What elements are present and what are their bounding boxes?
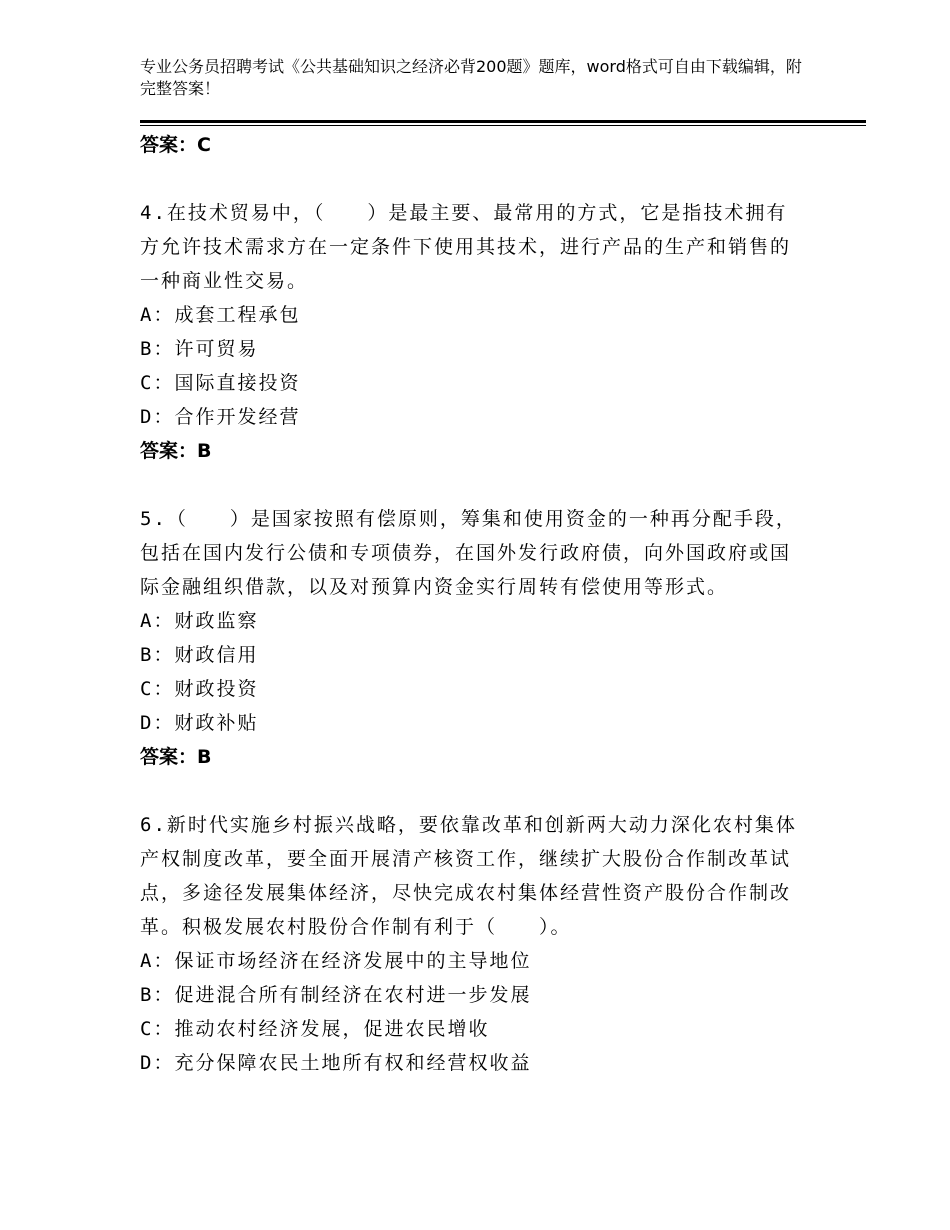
question-6-text: 6.新时代实施乡村振兴战略，要依靠改革和创新两大动力深化农村集体产权制度改革，要全面开展清产核资工作，继续扩大股份合作制改革试点，多途径发展集体经济，尽快完成农村集体经营性资产股份合作制改革。积极发展农村股份合作制有利于（ ）。 — [140, 814, 797, 938]
question-4-option-c: C：国际直接投资 — [140, 372, 301, 394]
question-5-option-b: B：财政信用 — [140, 644, 259, 666]
question-4-option-b: B：许可贸易 — [140, 338, 259, 360]
question-5 — [140, 502, 800, 774]
question-list — [140, 128, 800, 1080]
question-4 — [140, 196, 800, 468]
question-6-option-d: D：充分保障农民土地所有权和经营权收益 — [140, 1052, 532, 1074]
document-header: 专业公务员招聘考试《公共基础知识之经济必背200题》题库，word格式可自由下载编辑，附完整答案！ — [140, 57, 802, 98]
question-6 — [140, 808, 800, 1080]
question-5-text: 5.（ ）是国家按照有偿原则，筹集和使用资金的一种再分配手段，包括在国内发行公债和专项债券，在国外发行政府债，向外国政府或国际金融组织借款，以及对预算内资金实行周转有偿使用等形式。 — [140, 508, 797, 598]
header-rule-thick — [140, 120, 866, 123]
question-4-option-a: A：成套工程承包 — [140, 304, 301, 326]
question-4-option-d: D：合作开发经营 — [140, 406, 301, 428]
question-5-option-a: A：财政监察 — [140, 610, 259, 632]
answer-5: 答案：B — [140, 746, 212, 768]
question-5-option-d: D：财政补贴 — [140, 712, 259, 734]
question-6-option-c: C：推动农村经济发展，促进农民增收 — [140, 1018, 490, 1040]
question-6-option-b: B：促进混合所有制经济在农村进一步发展 — [140, 984, 532, 1006]
question-4-text: 4.在技术贸易中，（ ）是最主要、最常用的方式，它是指技术拥有方允许技术需求方在一定条件下使用其技术，进行产品的生产和销售的一种商业性交易。 — [140, 202, 792, 292]
answer-4: 答案：B — [140, 440, 212, 462]
question-5-option-c: C：财政投资 — [140, 678, 259, 700]
header-rule-thin — [140, 125, 866, 126]
answer-3: 答案：C — [140, 134, 211, 156]
question-6-option-a: A：保证市场经济在经济发展中的主导地位 — [140, 950, 532, 972]
